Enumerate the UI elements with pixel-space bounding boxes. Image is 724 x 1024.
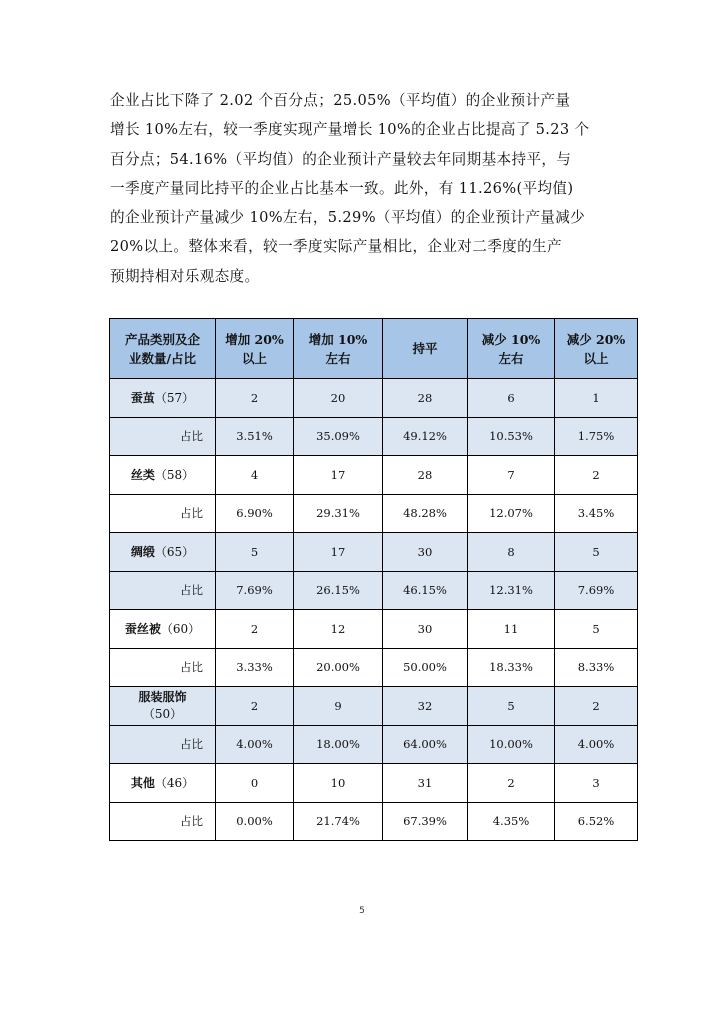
- table-header-row: [110, 319, 638, 379]
- header-text-line: 持平: [412, 341, 438, 356]
- table-row-ratio: [110, 417, 638, 456]
- ratio-cell: 6.52%: [555, 802, 638, 841]
- count-cell: 2: [555, 687, 638, 726]
- header-increase-20-plus: [216, 319, 294, 379]
- category-name: 服装服饰: [138, 689, 187, 704]
- ratio-cell: 10.53%: [468, 417, 555, 456]
- header-text-line: 增加 10%: [308, 331, 368, 347]
- header-decrease-20-plus: [555, 319, 638, 379]
- count-cell: 5: [216, 533, 294, 572]
- ratio-cell: 18.33%: [468, 648, 555, 687]
- paragraph-line: 百分点；54.16%（平均值）的企业预计产量较去年同期基本持平，与: [110, 150, 572, 168]
- category-count: （60）: [160, 622, 201, 637]
- category-name: 蚕茧: [130, 391, 155, 406]
- count-cell: 12: [294, 610, 383, 649]
- ratio-cell: 4.00%: [216, 725, 294, 764]
- ratio-cell: 48.28%: [383, 494, 468, 533]
- ratio-label-cell: 占比: [110, 417, 216, 456]
- ratio-cell: 21.74%: [294, 802, 383, 841]
- ratio-label-cell: 占比: [110, 494, 216, 533]
- ratio-cell: 3.51%: [216, 417, 294, 456]
- count-cell: 31: [383, 764, 468, 803]
- ratio-cell: 4.00%: [555, 725, 638, 764]
- count-cell: 17: [294, 456, 383, 495]
- count-cell: 3: [555, 764, 638, 803]
- ratio-cell: 3.45%: [555, 494, 638, 533]
- paragraph-line: 企业占比下降了 2.02 个百分点；25.05%（平均值）的企业预计产量: [110, 92, 571, 109]
- ratio-cell: 8.33%: [555, 648, 638, 687]
- header-text-line: 增加 20%: [225, 331, 284, 347]
- table-row-ratio: [110, 802, 638, 841]
- header-text-line: 左右: [498, 350, 524, 366]
- count-cell: 2: [555, 456, 638, 495]
- category-cell: [110, 379, 216, 418]
- ratio-cell: 3.33%: [216, 648, 294, 687]
- count-cell: 2: [216, 687, 294, 726]
- ratio-cell: 20.00%: [294, 648, 383, 687]
- body-paragraph: [110, 86, 630, 291]
- table-row-count: [110, 379, 638, 418]
- category-count: （65）: [154, 545, 195, 560]
- ratio-cell: 0.00%: [216, 802, 294, 841]
- header-text-line: 业数量/占比: [128, 350, 197, 366]
- category-cell: [110, 687, 216, 726]
- header-text-line: 减少 20%: [566, 331, 626, 347]
- count-cell: 5: [468, 687, 555, 726]
- ratio-cell: 18.00%: [294, 725, 383, 764]
- paragraph-line: 20%以上。整体来看，较一季度实际产量相比，企业对二季度的生产: [110, 238, 562, 256]
- header-text-line: 左右: [325, 350, 351, 366]
- category-count: （57）: [154, 391, 195, 406]
- ratio-cell: 1.75%: [555, 417, 638, 456]
- paragraph-line: 的企业预计产量减少 10%左右，5.29%（平均值）的企业预计产量减少: [110, 209, 586, 227]
- ratio-cell: 7.69%: [216, 571, 294, 610]
- category-cell: [110, 610, 216, 649]
- ratio-cell: 4.35%: [468, 802, 555, 841]
- category-cell: [110, 533, 216, 572]
- table-row-ratio: [110, 725, 638, 764]
- table-row-ratio: [110, 494, 638, 533]
- category-count: （58）: [154, 468, 195, 483]
- table-row-count: [110, 533, 638, 572]
- count-cell: 28: [383, 379, 468, 418]
- page-number: 5: [359, 906, 365, 916]
- category-cell: [110, 764, 216, 803]
- count-cell: 2: [468, 764, 555, 803]
- count-cell: 0: [216, 764, 294, 803]
- paragraph-line: 一季度产量同比持平的企业占比基本一致。此外，有 11.26%(平均值): [110, 179, 574, 197]
- ratio-cell: 26.15%: [294, 571, 383, 610]
- ratio-cell: 46.15%: [383, 571, 468, 610]
- header-text-line: 产品类别及企: [124, 331, 200, 347]
- category-name: 蚕丝被: [124, 622, 161, 637]
- header-flat: [383, 319, 468, 379]
- category-name: 绸缎: [130, 545, 155, 560]
- header-text-line: 以上: [241, 350, 267, 366]
- table-row-count: [110, 610, 638, 649]
- header-category-count-ratio: [110, 319, 216, 379]
- table-body: [110, 379, 638, 841]
- paragraph-line: 预期持相对乐观态度。: [110, 267, 260, 285]
- ratio-cell: 67.39%: [383, 802, 468, 841]
- production-expectation-table: [109, 318, 638, 841]
- ratio-label-cell: 占比: [110, 571, 216, 610]
- ratio-label-cell: 占比: [110, 725, 216, 764]
- category-name: 丝类: [130, 468, 155, 483]
- header-decrease-10-around: [468, 319, 555, 379]
- paragraph-line: 增长 10%左右，较一季度实现产量增长 10%的企业占比提高了 5.23 个: [110, 121, 590, 139]
- count-cell: 28: [383, 456, 468, 495]
- table-header: [110, 319, 638, 379]
- ratio-label-cell: 占比: [110, 648, 216, 687]
- ratio-cell: 50.00%: [383, 648, 468, 687]
- count-cell: 30: [383, 533, 468, 572]
- count-cell: 2: [216, 610, 294, 649]
- count-cell: 17: [294, 533, 383, 572]
- production-expectation-table-wrapper: [109, 318, 638, 841]
- count-cell: 4: [216, 456, 294, 495]
- header-text-line: 以上: [583, 350, 609, 366]
- ratio-cell: 12.31%: [468, 571, 555, 610]
- count-cell: 32: [383, 687, 468, 726]
- ratio-cell: 10.00%: [468, 725, 555, 764]
- ratio-cell: 35.09%: [294, 417, 383, 456]
- header-increase-10-around: [294, 319, 383, 379]
- ratio-cell: 12.07%: [468, 494, 555, 533]
- table-row-count: [110, 764, 638, 803]
- category-count: （46）: [154, 776, 195, 791]
- count-cell: 11: [468, 610, 555, 649]
- table-row-count: [110, 456, 638, 495]
- count-cell: 10: [294, 764, 383, 803]
- count-cell: 5: [555, 533, 638, 572]
- ratio-cell: 49.12%: [383, 417, 468, 456]
- category-cell: [110, 456, 216, 495]
- category-count: （50）: [142, 706, 183, 721]
- table-row-ratio: [110, 648, 638, 687]
- ratio-cell: 6.90%: [216, 494, 294, 533]
- count-cell: 20: [294, 379, 383, 418]
- category-name: 其他: [130, 776, 155, 791]
- table-row-ratio: [110, 571, 638, 610]
- count-cell: 7: [468, 456, 555, 495]
- header-text-line: 减少 10%: [481, 331, 541, 347]
- count-cell: 9: [294, 687, 383, 726]
- ratio-cell: 64.00%: [383, 725, 468, 764]
- count-cell: 5: [555, 610, 638, 649]
- count-cell: 1: [555, 379, 638, 418]
- count-cell: 6: [468, 379, 555, 418]
- count-cell: 8: [468, 533, 555, 572]
- count-cell: 2: [216, 379, 294, 418]
- ratio-cell: 29.31%: [294, 494, 383, 533]
- table-row-count: [110, 687, 638, 726]
- ratio-cell: 7.69%: [555, 571, 638, 610]
- ratio-label-cell: 占比: [110, 802, 216, 841]
- count-cell: 30: [383, 610, 468, 649]
